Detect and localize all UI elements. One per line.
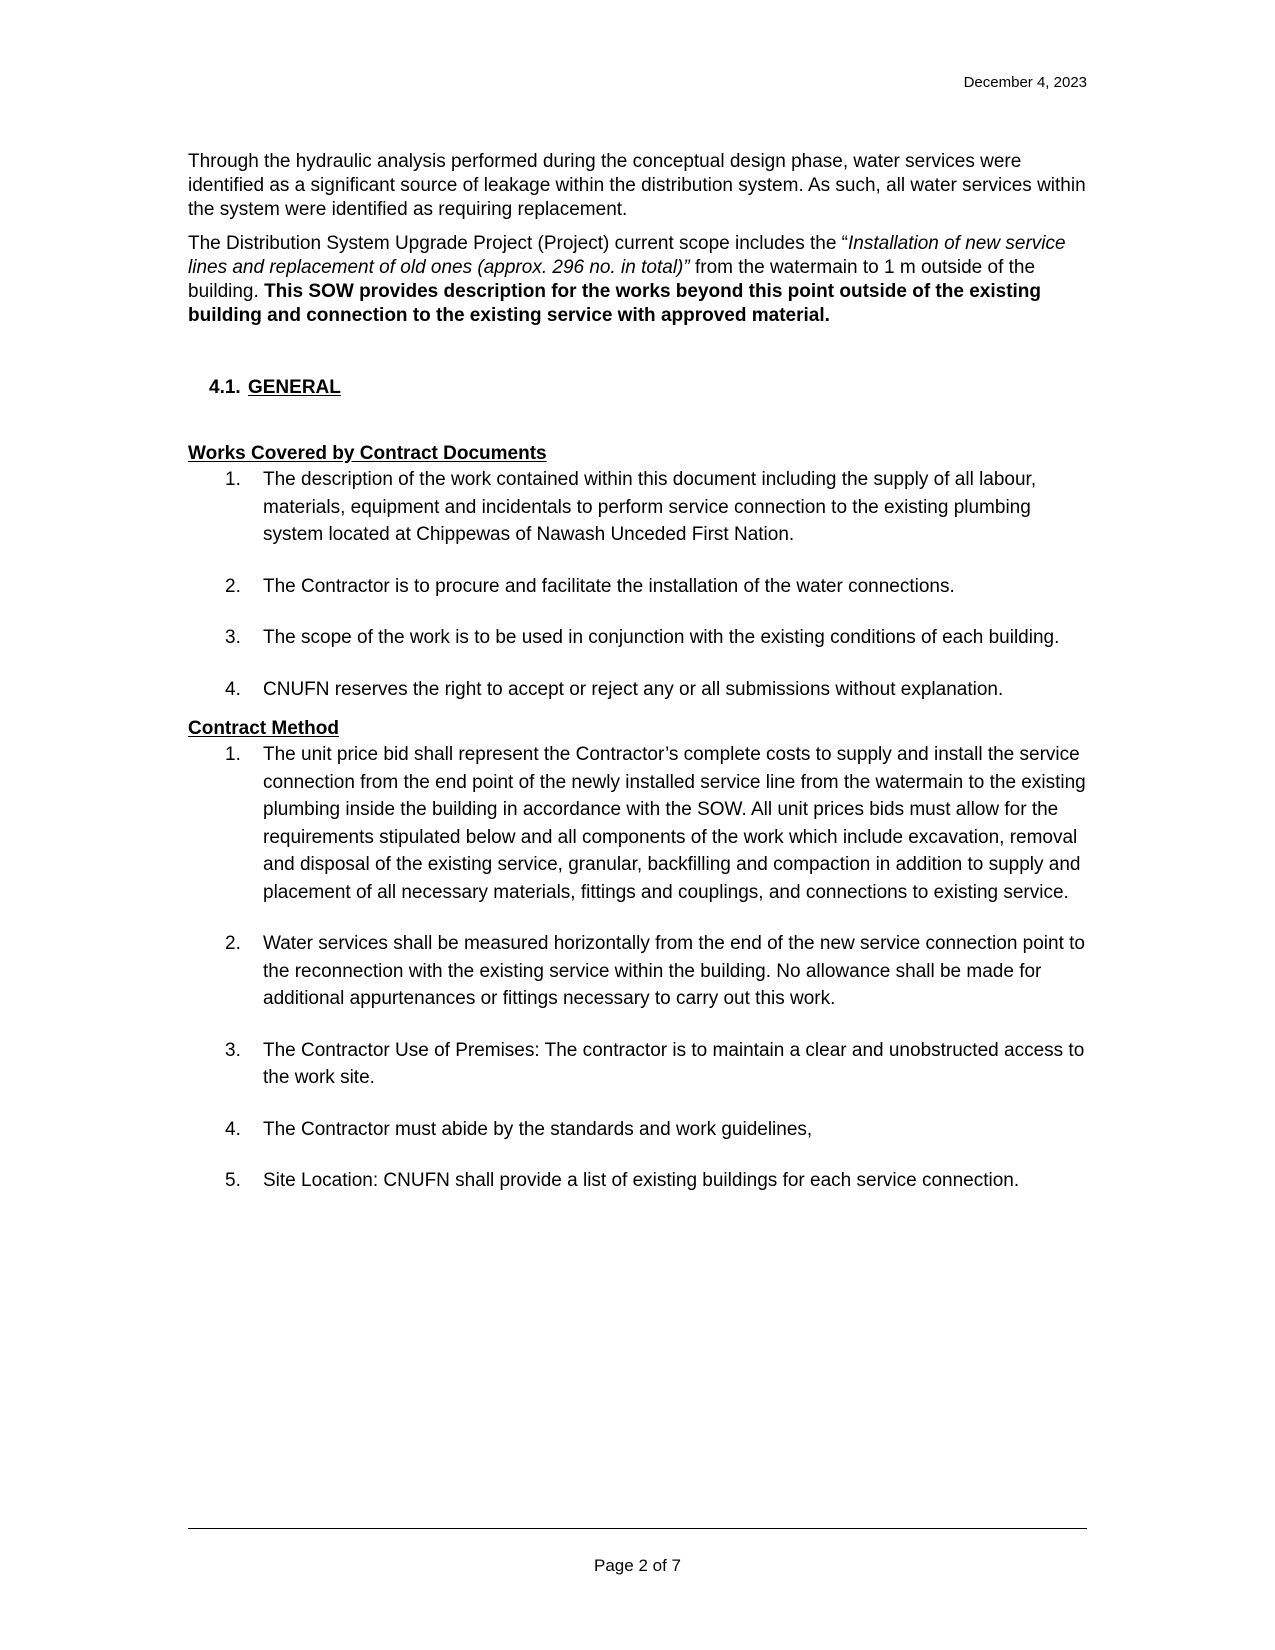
list-item (188, 1037, 1088, 1092)
works-covered-list (188, 466, 1088, 703)
document-date: December 4, 2023 (963, 74, 1087, 91)
works-covered-heading: Works Covered by Contract Documents (188, 443, 547, 464)
section-title: GENERAL (247, 377, 341, 398)
list-number: 1. (225, 469, 241, 490)
list-item (188, 624, 1088, 652)
list-item (188, 466, 1088, 549)
list-item (188, 1116, 1088, 1144)
list-text: Site Location: CNUFN shall provide a list of existing buildings for each service connection. (263, 1170, 1020, 1191)
list-number: 4. (225, 1118, 241, 1140)
list-text: The description of the work contained within this document including the supply of all labour, materials, equipment and incidentals to perform service connection to the existing plumbing system located at Chippewas of Nawash Unceded First Nation. (263, 469, 1037, 545)
page-number: Page 2 of 7 (594, 1556, 681, 1575)
list-number: 2. (225, 933, 241, 954)
list-number: 1. (225, 744, 241, 765)
list-text: The scope of the work is to be used in conjunction with the existing conditions of each building. (263, 627, 1060, 648)
intro-paragraph-1: Through the hydraulic analysis performed during the conceptual design phase, water services were identified as a significant source of leakage within the distribution system. As such, all water services within the system were identified as requiring replacement. (188, 151, 1086, 220)
list-number: 3. (225, 627, 241, 648)
intro-p2-mid: from the watermain to 1 m outside of the building. (188, 257, 1036, 302)
list-item (188, 741, 1088, 906)
intro-p2-lead: The Distribution System Upgrade Project (Project) current scope includes the “ (188, 233, 848, 254)
footer-divider (188, 1528, 1087, 1529)
list-number: 2. (225, 575, 241, 597)
contract-method-list (188, 741, 1088, 1195)
list-item (188, 676, 1088, 704)
intro-p2-emphasis: This SOW provides description for the works beyond this point outside of the existing building and connection to the existing service with approved material. (188, 281, 1042, 326)
list-text: The Contractor is to procure and facilitate the installation of the water connections. (263, 575, 955, 597)
list-text: CNUFN reserves the right to accept or reject any or all submissions without explanation. (263, 678, 1004, 700)
section-heading-general (209, 376, 1088, 400)
list-number: 4. (225, 678, 241, 700)
list-text: Water services shall be measured horizontally from the end of the new service connection point to the reconnection with the existing service within the building. No allowance shall be made for additional appurtenances or fittings necessary to carry out this work. (263, 933, 1085, 1009)
list-text: The Contractor Use of Premises: The contractor is to maintain a clear and unobstructed access to the work site. (263, 1039, 1085, 1088)
section-number: 4.1. (209, 377, 241, 398)
list-item (188, 573, 1088, 601)
contract-method-heading: Contract Method (188, 718, 339, 739)
intro-paragraph-2 (188, 232, 1088, 328)
document-body (188, 150, 1088, 1195)
list-item (188, 1167, 1088, 1195)
list-text: The unit price bid shall represent the Contractor’s complete costs to supply and install the service connection from the end point of the newly installed service line from the watermain to the existing plumbing inside the building in accordance with the SOW. All unit prices bids must allow for the requirements stipulated below and all components of the work which include excavation, removal and disposal of the existing service, granular, backfilling and compaction in addition to supply and placement of all necessary materials, fittings and couplings, and connections to existing service. (263, 744, 1086, 903)
list-number: 3. (225, 1039, 241, 1061)
list-text: The Contractor must abide by the standards and work guidelines, (263, 1118, 813, 1140)
list-item (188, 930, 1088, 1013)
intro-p2-quote: Installation of new service lines and replacement of old ones (approx. 296 no. in total)” (188, 233, 1066, 278)
list-number: 5. (225, 1170, 241, 1191)
